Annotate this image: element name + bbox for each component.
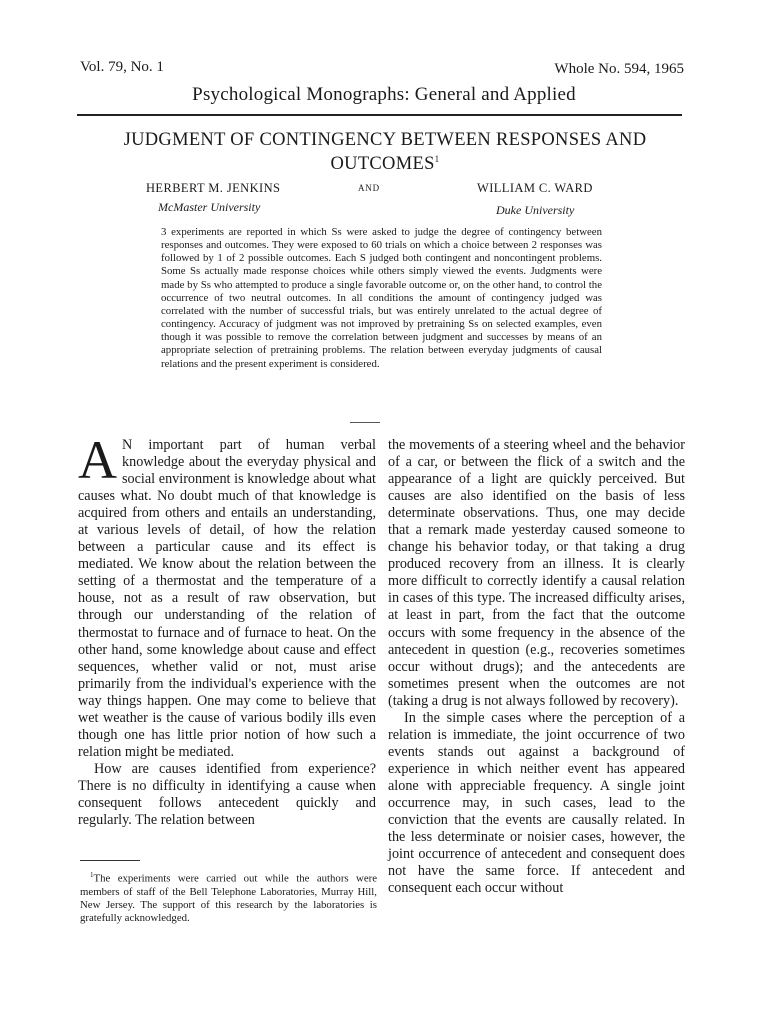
paragraph — [78, 430, 376, 761]
footnote-text: The experiments were carried out while the authors were members of staff of the Bell Telephone Laboratories, Murray Hill, New Jersey. The support of this research by the laboratories is gratefully acknowledged. — [80, 872, 377, 925]
paragraph-text: N important part of human verbal knowledge about the everyday physical and social environment is knowledge about what causes what. No doubt much of that knowledge is acquired from others and entails an understanding, at various levels of detail, of how the relation between a particular cause and its effect is mediated. We know about the relation between the setting of a thermostat and the temperature of a house, not as a result of raw observation, but through our understanding of the relation of thermostat to furnace and of furnace to heat. On the other hand, some knowledge about cause and effect sequences, whether valid or not, must arise primarily from the individual's experience with the way things happen. One may come to believe that wet weather is the cause of various bodily ills even though one has little prior notion of how such a relation might be mediated. — [78, 437, 376, 760]
author-1: HERBERT M. JENKINS — [146, 181, 281, 195]
drop-cap: A — [78, 430, 117, 490]
whole-number: Whole No. 594, 1965 — [554, 61, 684, 77]
footnote-mark: 1 — [90, 871, 94, 879]
left-column — [78, 430, 376, 829]
header-rule — [77, 114, 682, 116]
footnote — [80, 869, 377, 925]
right-column — [388, 437, 685, 897]
author-2: WILLIAM C. WARD — [477, 181, 593, 195]
article-title — [90, 131, 680, 174]
volume-number: Vol. 79, No. 1 — [80, 59, 164, 75]
paragraph: In the simple cases where the perception of a relation is immediate, the joint occurrence of two events stands out against a background of experience in which neither event has appeared alone with appreciable frequency. A single joint occurrence may, in such cases, lead to the conviction that the events are causally related. In the less determinate or noisier cases, however, the joint occurrence of antecedent and consequent does not have the same force. If antecedent and consequent each occur without — [388, 709, 685, 897]
abstract-divider — [350, 422, 380, 423]
affiliation-1: McMaster University — [158, 200, 261, 214]
affiliation-2: Duke University — [496, 203, 575, 217]
article-title-text: JUDGMENT OF CONTINGENCY BETWEEN RESPONSES AND OUTCOMES — [123, 130, 647, 175]
title-footnote-mark: 1 — [434, 154, 440, 164]
paragraph: How are causes identified from experience? There is no difficulty in identifying a cause when consequent follows antecedent quickly and regularly. The relation between — [78, 760, 376, 829]
paragraph: the movements of a steering wheel and the behavior of a car, or between the flick of a switch and the appearance of a light are quickly perceived. But causes are also identified on the basis of less determinate observations. Thus, one may decide that a remark made yesterday caused someone to change his behavior today, or that taking a drug produced recovery from an illness. It is clearly more difficult to correctly identify a causal relation in cases of this type. The increased difficulty arises, at least in part, from the fact that the outcome occurs with some frequency in the absence of the antecedent in question (e.g., recoveries sometimes occur without drugs); and the antecedents are sometimes present when the outcomes are not (taking a drug is not always followed by recovery). — [388, 437, 685, 709]
author-conjunction: AND — [358, 183, 380, 193]
abstract: 3 experiments are reported in which Ss were asked to judge the degree of contingency between responses and outcomes. They were exposed to 60 trials on which a choice between 2 responses was followed by 1 of 2 possible outcomes. Each S judged both contingent and noncontingent problems. Some Ss actually made response choices while others simply viewed the events. Judgments were made by Ss who attempted to produce a single favorable outcome or, on the other hand, to control the occurrence of two neutral outcomes. In all conditions the amount of contingency judged was correlated with the number of successful trials, but was entirely unrelated to the actual degree of contingency. Accuracy of judgment was not improved by pretraining Ss on selected examples, even though it was possible to remove the correlation between judgment and successes by means of an appropriate selection of pretraining problems. The relation between everyday judgments of causal relations and the present experiment is considered. — [161, 226, 602, 370]
footnote-rule — [80, 860, 140, 861]
journal-title: Psychological Monographs: General and Applied — [192, 84, 576, 105]
